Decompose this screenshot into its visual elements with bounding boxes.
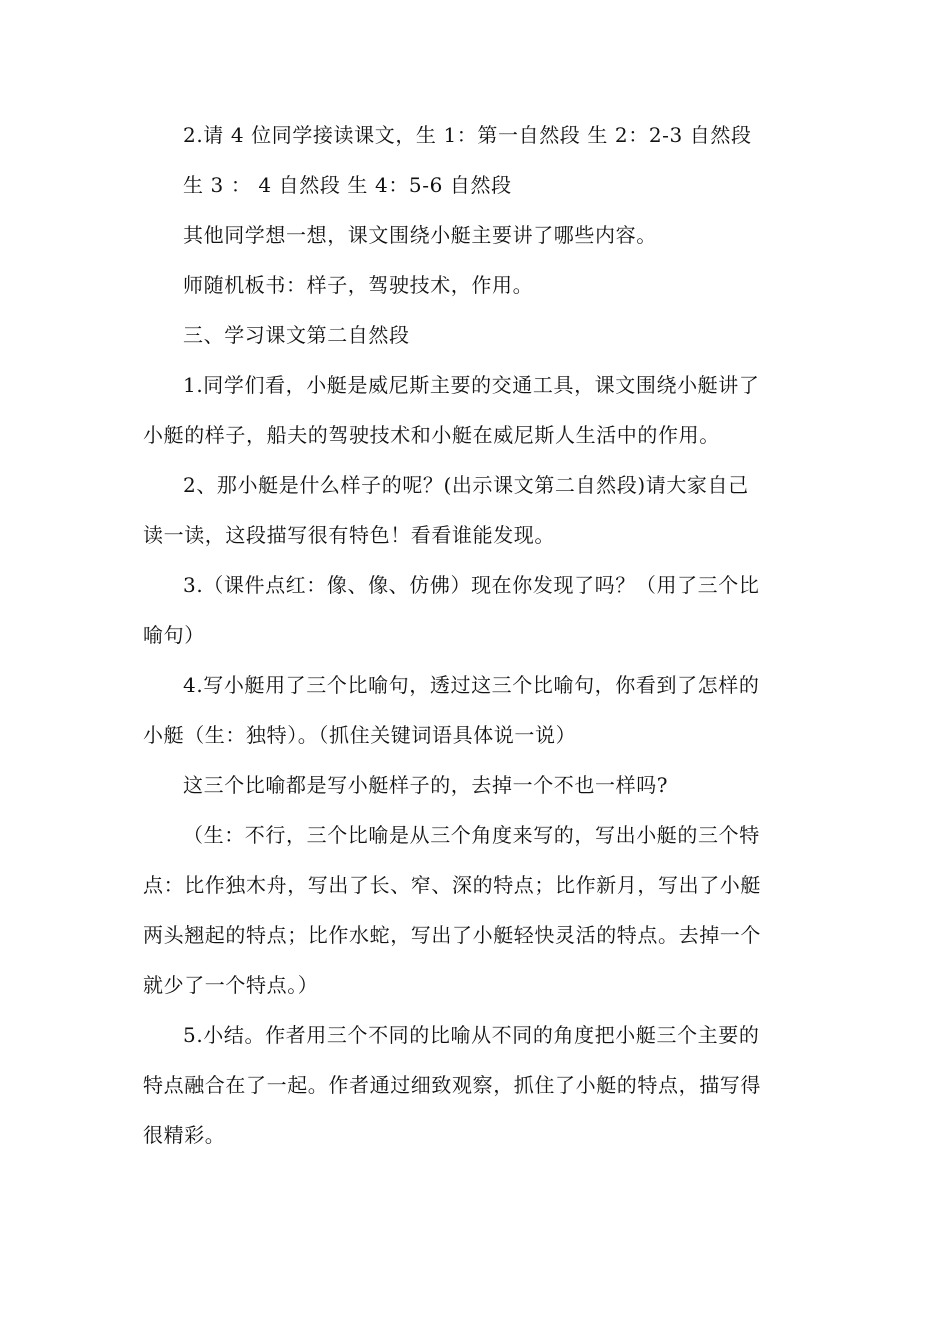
paragraph-4-line-1: 4.写小艇用了三个比喻句，透过这三个比喻句，你看到了怎样的 [183,673,760,697]
paragraph-3-line-1: 3.（课件点红：像、像、仿佛）现在你发现了吗？（用了三个比 [183,573,760,597]
paragraph-2-line-2: 读一读，这段描写很有特色！看看谁能发现。 [143,523,555,547]
question-line: 这三个比喻都是写小艇样子的，去掉一个不也一样吗? [183,773,669,797]
section-heading: 三、学习课文第二自然段 [183,323,410,347]
summary-line-3: 很精彩。 [143,1123,226,1147]
board-notes-line: 师随机板书：样子，驾驶技术，作用。 [183,273,534,297]
answer-line-2: 点：比作独木舟，写出了长、窄、深的特点；比作新月，写出了小艇 [143,873,761,897]
answer-line-4: 就少了一个特点。） [143,973,319,997]
summary-line-1: 5.小结。作者用三个不同的比喻从不同的角度把小艇三个主要的 [183,1023,760,1047]
paragraph-1-line-2: 小艇的样子，船夫的驾驶技术和小艇在威尼斯人生活中的作用。 [143,423,720,447]
reading-assignment-line-cont: 生 3 ： 4 自然段 生 4：5-6 自然段 [183,173,512,197]
reading-assignment-line: 2.请 4 位同学接读课文，生 1：第一自然段 生 2：2-3 自然段 [183,123,752,147]
think-question-line: 其他同学想一想，课文围绕小艇主要讲了哪些内容。 [183,223,657,247]
paragraph-1-line-1: 1.同学们看，小艇是威尼斯主要的交通工具，课文围绕小艇讲了 [183,373,760,397]
paragraph-2-line-1: 2、那小艇是什么样子的呢？(出示课文第二自然段)请大家自己 [183,473,749,497]
paragraph-4-line-2: 小艇（生：独特）。（抓住关键词语具体说一说） [143,723,577,747]
paragraph-3-line-2: 喻句） [143,623,205,647]
answer-line-3: 两头翘起的特点；比作水蛇，写出了小艇轻快灵活的特点。去掉一个 [143,923,761,947]
answer-line-1: （生：不行，三个比喻是从三个角度来写的，写出小艇的三个特 [183,823,760,847]
summary-line-2: 特点融合在了一起。作者通过细致观察，抓住了小艇的特点，描写得 [143,1073,761,1097]
